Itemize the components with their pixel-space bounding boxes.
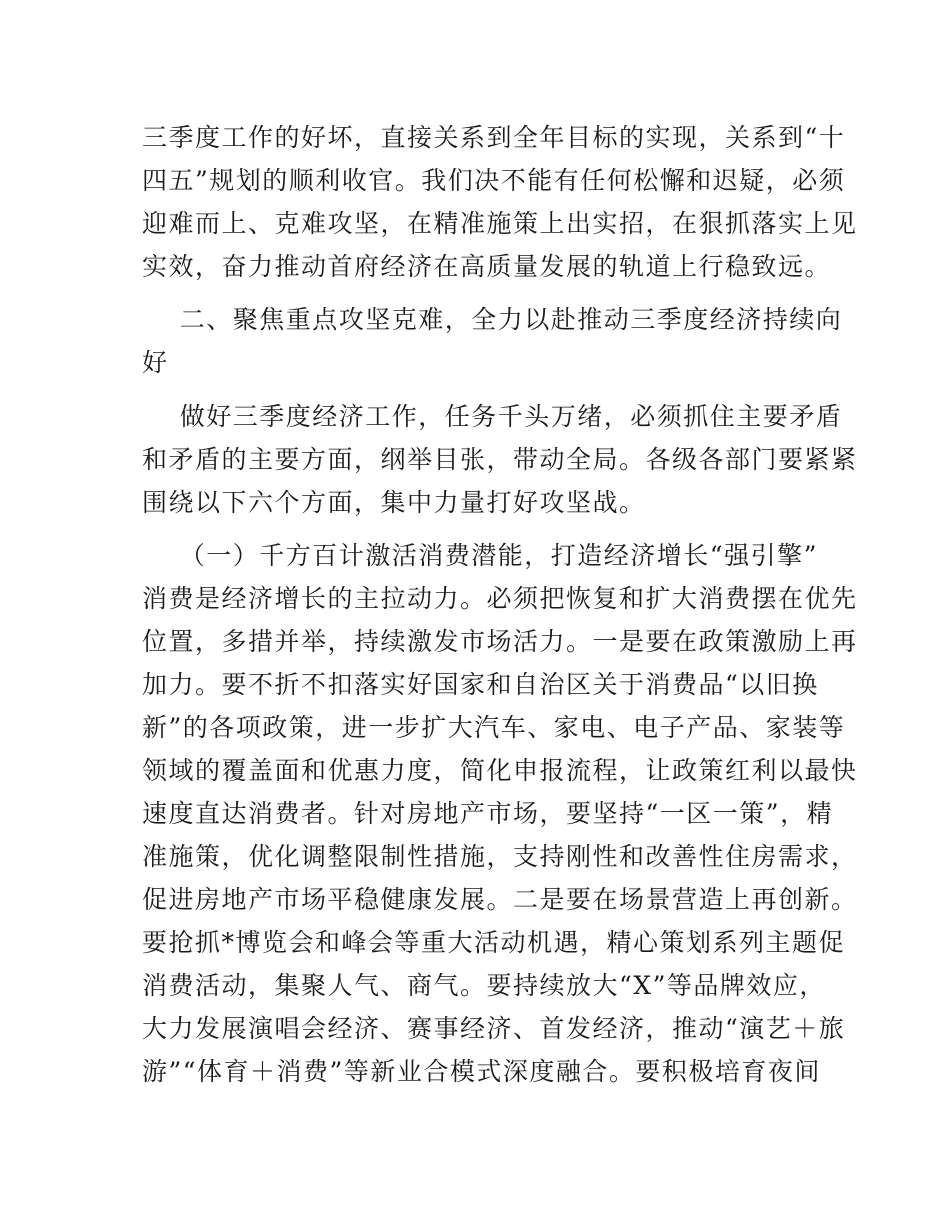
- text-line: 速度直达消费者。针对房地产市场，要坚持“一区一策”，精: [142, 799, 834, 828]
- text-line: 加力。要不折不扣落实好国家和自治区关于消费品“以旧换: [142, 670, 819, 699]
- section-heading-continuation: 好: [142, 348, 169, 377]
- text-line: 和矛盾的主要方面，纲举目张，带动全局。各级各部门要紧紧: [142, 445, 858, 474]
- subsection-heading: （一）千方百计激活消费潜能，打造经济增长“强引擎”: [142, 541, 818, 570]
- text-line: 游”“体育＋消费”等新业合模式深度融合。要积极培育夜间: [142, 1057, 821, 1086]
- text-line: 三季度工作的好坏，直接关系到全年目标的实现，关系到“十: [142, 123, 846, 152]
- text-line: 准施策，优化调整限制性措施，支持刚性和改善性住房需求，: [142, 842, 858, 871]
- text-line: 要抢抓*博览会和峰会等重大活动机遇，精心策划系列主题促: [142, 928, 846, 957]
- text-line: 实效，奋力推动首府经济在高质量发展的轨道上行稳致远。: [142, 252, 832, 281]
- text-line: 消费活动，集聚人气、商气。要持续放大“X”等品牌效应，: [142, 971, 826, 1000]
- text-line: 做好三季度经济工作，任务千头万绪，必须抓住主要矛盾: [142, 402, 843, 431]
- text-line: 大力发展演唱会经济、赛事经济、首发经济，推动“演艺＋旅: [142, 1014, 846, 1043]
- text-line: 围绕以下六个方面，集中力量打好攻坚战。: [142, 488, 646, 517]
- text-line: 消费是经济增长的主拉动力。必须把恢复和扩大消费摆在优先: [142, 584, 858, 613]
- text-line: 位置，多措并举，持续激发市场活力。一是要在政策激励上再: [142, 627, 858, 656]
- text-line: 新”的各项政策，进一步扩大汽车、家电、电子产品、家装等: [142, 713, 846, 742]
- text-line: 促进房地产市场平稳健康发展。二是要在场景营造上再创新。: [142, 885, 858, 914]
- text-line: 领域的覆盖面和优惠力度，简化申报流程，让政策红利以最快: [142, 756, 858, 785]
- text-line: 迎难而上、克难攻坚，在精准施策上出实招，在狠抓落实上见: [142, 209, 858, 238]
- section-heading: 二、聚焦重点攻坚克难，全力以赴推动三季度经济持续向: [142, 305, 843, 334]
- text-line: 四五”规划的顺利收官。我们决不能有任何松懈和迟疑，必须: [142, 166, 846, 195]
